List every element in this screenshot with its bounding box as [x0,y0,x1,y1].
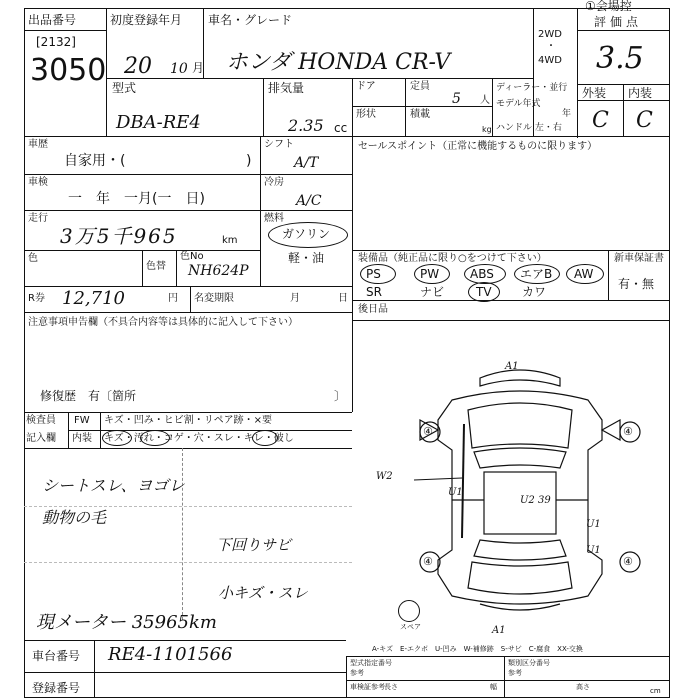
drive-4wd: 4WD [538,55,562,66]
model-label: 型式 [112,81,137,95]
circle-ps [360,264,396,284]
kg-unit: kg [482,125,492,134]
usage-label: 車歴 [28,139,48,150]
equip-sr: SR [366,285,382,299]
aftermarket-label: 後日品 [358,304,388,315]
spare-label: スペア [400,623,421,631]
displacement-value: 2.35 [288,116,324,135]
fuel-label: 燃料 [264,213,284,224]
km-unit: km [222,235,238,246]
note-line-3: 下回りサビ [216,536,292,554]
width-label: 幅 [490,683,497,691]
mark-a1-front: A1 [505,361,519,372]
ac-value: A/C [296,193,322,209]
spare-tire-icon [398,600,420,622]
yen-unit: 円 [168,293,178,304]
fuel-gasoline: ガソリン [282,227,331,241]
interior-damage: キズ・汚れ・コゲ・穴・スレ・キレ・破し [104,433,294,444]
capacity-unit: 人 [480,95,490,106]
selling-points-title: セールスポイント（正常に機能するものに限ります） [358,141,598,152]
equip-airbag: エアB [520,267,553,281]
circle-airbag [514,264,560,284]
repair-close: 〕 [334,389,347,403]
mark-u1-rear: U1 [586,545,601,556]
mark-u1-right: U1 [586,519,601,530]
day-unit: 日 [338,293,348,304]
recycle-amount: 12,710 [62,288,125,309]
model-code: DBA-RE4 [116,112,201,133]
car-name-label: 車名・グレード [208,13,293,27]
rating-label: 評価点 [594,15,643,29]
height-label: 高さ [576,683,590,691]
reference-label-1: 参考 [350,669,364,677]
car-damage-diagram [392,360,648,622]
shift-value: A/T [294,155,319,171]
mark-wheel-fl: ④ [423,425,433,438]
note-line-5: 現メーター 35965km [36,612,217,633]
damage-legend: A-キズ E-エクボ U-凹み W-補修跡 S-サビ C-腐食 XX-交換 [372,645,583,653]
color-no-label: 色No [180,251,204,262]
color-change-label: 色替 [146,261,166,272]
month-unit: 月 [192,61,205,75]
circle-pw [414,264,450,284]
inspection-label: 車検 [28,177,48,188]
interior-label: 内装 [72,433,92,444]
circle-aw [566,264,604,284]
mileage-label: 走行 [28,213,48,224]
shift-label: シフト [264,139,294,150]
mileage-value: 3万5千965 [60,224,178,248]
reg-year: 20 [124,54,152,79]
equip-abs: ABS [470,267,494,281]
warranty-value: 有・無 [618,277,655,291]
shape-label: 形状 [356,109,376,120]
model-spec-label: 型式指定番号 [350,659,392,667]
fuel-diesel: 軽・油 [288,251,325,265]
exterior-label: 外装 [582,86,607,100]
ac-label: 冷房 [264,177,284,188]
equip-leather: カワ [522,285,547,299]
usage-close: ) [246,153,252,169]
note-line-4: 小キズ・スレ [218,584,308,602]
equip-tv: TV [476,285,492,299]
color-no: NH624P [188,263,249,279]
chassis-number: RE4-1101566 [108,644,233,665]
drive-dot: ・ [546,41,556,52]
recycle-label: R券 [28,293,45,304]
equip-navi: ナビ [420,285,445,299]
fw-label: FW [74,415,90,426]
load-label: 積載 [410,109,430,120]
dealer-label: ディーラー・並行 [496,83,568,93]
rating-value: 3.5 [596,41,644,76]
length-label: 長さ [384,683,398,691]
doors-label: ドア [356,81,376,92]
first-reg-label: 初度登録年月 [110,13,183,27]
mark-a1-rear: A1 [492,625,506,636]
equipment-label: 装備品（純正品に限り○をつけて下さい） [358,253,547,264]
capacity-value: 5 [452,91,461,107]
color-label: 色 [28,253,38,264]
month-unit-2: 月 [290,293,300,304]
equip-ps: PS [366,267,381,281]
inspection-value: 一 年 一月(一 日) [68,191,205,207]
mark-u1-left: U1 [448,487,463,498]
mark-wheel-fr: ④ [623,425,633,438]
mark-w2: W2 [376,471,393,482]
displacement-label: 排気量 [268,81,305,95]
venue-copy: ①会場控 [585,0,632,13]
chassis-label: 車台番号 [32,649,81,663]
note-line-2: 動物の毛 [42,508,107,527]
cert-label: 車検証参考 [350,683,385,691]
car-name: ホンダ HONDA CR-V [226,50,451,75]
mark-wheel-rr: ④ [623,555,633,568]
capacity-label: 定員 [410,81,430,92]
circle-tv [468,282,500,302]
handle-label: ハンドル 左・右 [496,123,562,133]
exterior-grade: C [592,108,609,133]
interior-label: 内装 [628,86,653,100]
year-unit: 年 [562,109,572,119]
inspector-notes-label: 記入欄 [26,433,56,444]
recall-label: 名変期限 [194,293,234,304]
warranty-label: 新車保証書 [614,253,664,264]
lot-number: 3050 [30,53,107,88]
equip-aw: AW [574,267,594,281]
interior-grade: C [636,108,653,133]
cc-unit: cc [334,121,348,135]
registration-label: 登録番号 [32,681,81,695]
model-year-label: モデル年式 [496,99,541,109]
circle-kizu [102,430,132,446]
classification-label: 類別区分番号 [508,659,550,667]
lot-number-label: 出品番号 [28,13,77,27]
drive-2wd: 2WD [538,29,562,40]
caution-label: 注意事項申告欄（不具合内容等は具体的に記入して下さい） [28,317,298,328]
exterior-damage: キズ・凹み・ヒビ割・リペア跡・×要 [104,415,272,426]
circle-sure [252,430,278,446]
repair-label: 修復歴 有〔箇所 [40,389,137,403]
note-line-1: シートスレ、ヨゴレ [42,476,185,495]
usage-value: 自家用・( [64,153,126,169]
mark-wheel-rl: ④ [423,555,433,568]
circle-yogore [140,430,170,446]
circle-abs [464,264,506,284]
reg-code: [2132] [36,35,76,49]
reg-month: 10 [170,61,188,77]
reference-label-2: 参考 [508,669,522,677]
equip-pw: PW [420,267,440,281]
cm-unit: cm [650,687,661,695]
mark-u2: U2 39 [520,495,551,506]
inspector-label: 検査員 [26,415,56,426]
